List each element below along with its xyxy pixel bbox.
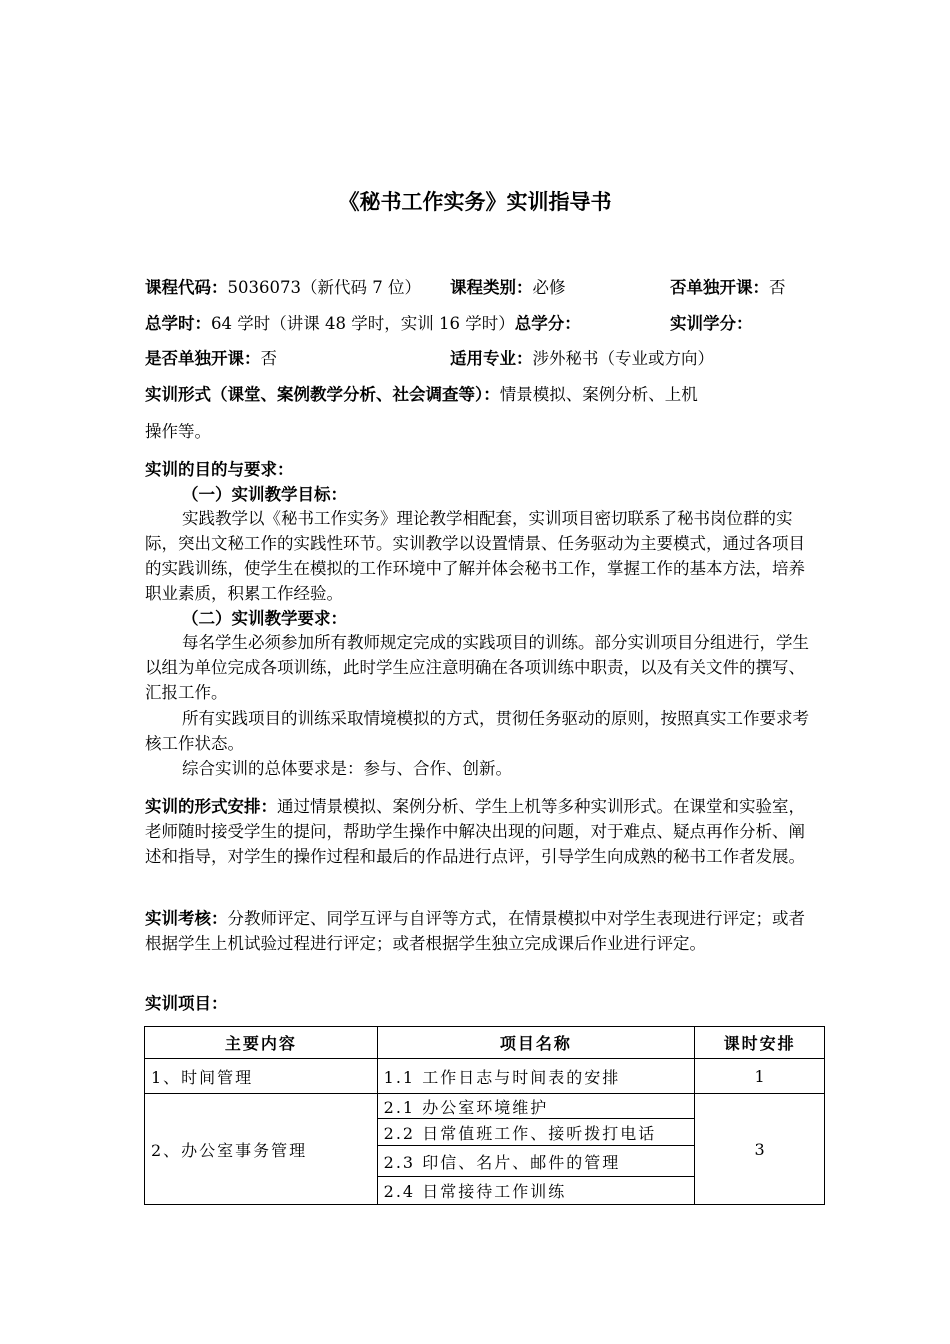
- req-text-3: 综合实训的总体要求是：参与、合作、创新。: [182, 759, 512, 778]
- course-code-value: 5036073（新代码 7 位）: [227, 278, 421, 297]
- major-value: 涉外秘书（专业或方向）: [532, 349, 714, 368]
- assessment-text: 分教师评定、同学互评与自评等方式，在情景模拟中对学生表现进行评定；或者根据学生上机试验过程进行评定；或者根据学生独立完成课后作业进行评定。: [145, 909, 805, 953]
- course-type-label: 课程类别：: [450, 278, 533, 297]
- project-cell: 2.1 办公室环境维护: [377, 1094, 695, 1119]
- assessment-label: 实训考核：: [145, 909, 228, 928]
- info-row-3: [145, 348, 277, 370]
- practice-credit: [670, 313, 753, 335]
- separate-value-2: 否: [260, 349, 277, 368]
- purpose-heading: 实训的目的与要求：: [145, 460, 294, 479]
- header-content: 主要内容: [145, 1027, 378, 1059]
- info-row-1: [145, 277, 421, 299]
- arrangement-label: 实训的形式安排：: [145, 797, 277, 816]
- major-label: 适用专业：: [450, 349, 533, 368]
- document-title: 《秘书工作实务》实训指导书: [338, 190, 612, 214]
- project-cell: 2.2 日常值班工作、接听拨打电话: [377, 1119, 695, 1146]
- projects-table: [144, 1026, 825, 1205]
- info-row-4: [145, 384, 698, 406]
- course-code-label: 课程代码：: [145, 278, 228, 297]
- form-value-2: 操作等。: [145, 422, 211, 441]
- req-text-1: 每名学生必须参加所有教师规定完成的实践项目的训练。部分实训项目分组进行，学生以组为单位完成各项训练，此时学生应注意明确在各项训练中职责，以及有关文件的撰写、汇报工作。: [145, 633, 809, 702]
- separate-value-1: 否: [769, 278, 786, 297]
- form-label: 实训形式（课堂、案例教学分析、社会调查等）：: [145, 385, 500, 404]
- total-hours-value: 64 学时（讲课 48 学时，实训 16 学时）: [211, 314, 515, 333]
- total-credit-label: 总学分：: [514, 314, 581, 333]
- hours-cell: 1: [695, 1059, 825, 1094]
- projects-heading: 实训项目：: [145, 994, 228, 1013]
- hours-cell: 3: [695, 1094, 825, 1205]
- course-type-value: 必修: [532, 278, 566, 297]
- form-value-1: 情景模拟、案例分析、上机: [499, 385, 698, 404]
- req-text-2: 所有实践项目的训练采取情境模拟的方式，贯彻任务驱动的原则，按照真实工作要求考核工作状态。: [145, 709, 809, 753]
- table-header-row: [145, 1027, 825, 1059]
- goal-text: 实践教学以《秘书工作实务》理论教学相配套，实训项目密切联系了秘书岗位群的实际，突出文秘工作的实践性环节。实训教学以设置情景、任务驱动为主要模式，通过各项目的实践训练，使学生在模拟的工作环境中了解并体会秘书工作，掌握工作的基本方法，培养职业素质，积累工作经验。: [145, 509, 805, 603]
- practice-credit-label: 实训学分：: [670, 314, 753, 333]
- content-cell: 1、时间管理: [145, 1059, 378, 1094]
- goal-heading: （一）实训教学目标：: [182, 485, 347, 504]
- header-project-name: 项目名称: [377, 1027, 695, 1059]
- table-row: [145, 1059, 825, 1094]
- separate-label-2: 是否单独开课：: [145, 349, 261, 368]
- arrangement-text: 通过情景模拟、案例分析、学生上机等多种实训形式。在课堂和实验室，老师随时接受学生的提问，帮助学生操作中解决出现的问题，对于难点、疑点再作分析、阐述和指导，对学生的操作过程和最后的作品进行点评，引导学生向成熟的秘书工作者发展。: [145, 797, 805, 866]
- project-cell: 2.4 日常接待工作训练: [377, 1177, 695, 1205]
- course-type: [450, 277, 566, 299]
- header-hours: 课时安排: [695, 1027, 825, 1059]
- project-cell: 2.3 印信、名片、邮件的管理: [377, 1146, 695, 1177]
- separate-course-1: [670, 277, 786, 299]
- major: [450, 348, 714, 370]
- table-row: [145, 1094, 825, 1119]
- content-cell: 2、办公室事务管理: [145, 1094, 378, 1205]
- separate-label-1: 否单独开课：: [670, 278, 769, 297]
- arrangement-paragraph: [145, 794, 809, 869]
- total-hours-label: 总学时：: [145, 314, 211, 333]
- project-cell: 1.1 工作日志与时间表的安排: [377, 1059, 695, 1094]
- assessment-paragraph: [145, 906, 809, 956]
- info-row-2: [145, 313, 581, 335]
- req-heading: （二）实训教学要求：: [182, 609, 347, 628]
